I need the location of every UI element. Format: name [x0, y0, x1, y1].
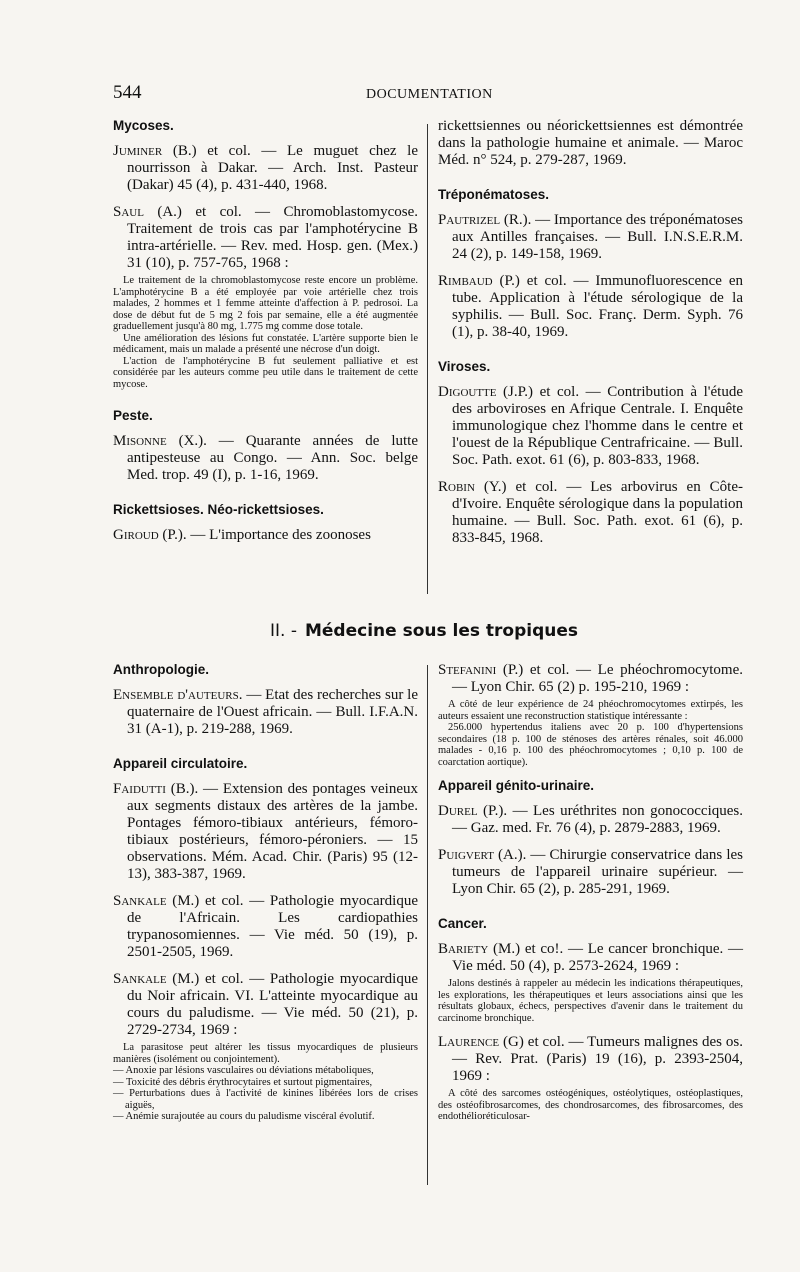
entry-continuation: rickettsiennes ou néorickettsiennes est démontrée dans la pathologie humaine et animale. — Maroc Méd. n° 524, p. 279-287, 1969.	[438, 118, 743, 168]
abstract-list	[113, 1065, 418, 1123]
entry-text: et col. — Le phéochromocytome. — Lyon Chir. 65 (2) p. 195-210, 1969 :	[452, 662, 743, 695]
part-title-text: Médecine sous les tropiques	[304, 621, 579, 641]
entry-text: et col. — Pathologie myocardique de l'Africain. Les cardiopathies trypanosomiennes. — Vie méd. 50 (19), p. 2501-2505, 1969.	[127, 893, 418, 960]
right-column-top	[438, 118, 743, 557]
section-heading: Tréponématoses.	[438, 187, 550, 202]
abstract-paragraph: Jalons destinés à rappeler au médecin les indications thérapeutiques, les explorations, les thérapeutiques et leurs associations ainsi que les résultats globaux, échecs, perspectives d'avenir dans le traitement du carcinome bronchique.	[438, 978, 743, 1024]
right-column-bottom	[438, 662, 743, 1133]
entry-text: — Importance des tréponématoses aux Antilles françaises. — Bull. I.N.S.E.R.M. 24 (2), p. 149-158, 1969.	[452, 212, 743, 262]
entry-author: Sankale (M.)	[113, 971, 200, 987]
bibliography-entry	[113, 527, 418, 544]
bibliography-entry	[113, 893, 418, 961]
entry-text: — Etat des recherches sur le quaternaire de l'Ouest africain. — Bull. I.F.A.N. 31 (A-1), p. 219-288, 1969.	[127, 687, 418, 737]
column-divider	[427, 665, 428, 1185]
left-column-bottom	[113, 662, 418, 1133]
entry-text: et co!. — Le cancer bronchique. — Vie méd. 50 (4), p. 2573-2624, 1969 :	[452, 941, 743, 974]
entry-text: — Extension des pontages veineux aux segments distaux des artères de la jambe. Pontages fémoro-tibiaux antérieurs, fémoro-tibiaux postérieurs, fémoro-péroniers. — 15 observations. Mém. Acad. Chir. (Paris) 95 (12-13), 383-387, 1969.	[127, 781, 418, 882]
entry-abstract	[438, 1088, 743, 1123]
entry-author: Misonne (X.).	[113, 433, 207, 449]
bibliography-entry	[438, 212, 743, 263]
bibliography-entry	[113, 781, 418, 883]
section-heading: Appareil circulatoire.	[113, 756, 248, 771]
section-heading: Cancer.	[438, 916, 487, 931]
entry-text: — L'importance des zoonoses	[186, 527, 371, 543]
abstract-list-item: — Anoxie par lésions vasculaires ou déviations métaboliques,	[113, 1065, 418, 1077]
column-divider	[427, 124, 428, 594]
bibliography-entry	[438, 273, 743, 341]
entry-author: Faidutti (B.).	[113, 781, 199, 797]
entry-text: et col. — Les arbovirus en Côte-d'Ivoire. Enquête sérologique dans la population humaine. — Bull. Soc. Path. exot. 61 (6), p. 833-845, 1968.	[452, 479, 743, 546]
entry-text: et col. — Le muguet chez le nourrisson à Dakar. — Arch. Inst. Pasteur (Dakar) 45 (4), p. 431-440, 1968.	[127, 143, 418, 193]
entry-abstract	[438, 699, 743, 768]
abstract-paragraph: 256.000 hypertendus italiens avec 20 p. 100 d'hypertensions secondaires (18 p. 100 de sténoses des artères rénales, soit 46.000 malades - 0,16 p. 100 des phéochromocytomes ; 0,10 p. 100 de coarctation aortique).	[438, 722, 743, 768]
abstract-list-item: — Perturbations dues à l'activité de kinines libérées lors de crises aiguës,	[113, 1088, 418, 1111]
entry-author: Ensemble d'auteurs.	[113, 687, 243, 703]
entry-text: et col. — Contribution à l'étude des arboviroses en Afrique Centrale. I. Enquête immunologique chez l'homme dans le centre et l'ouest de la République Centrafricaine. — Bull. Soc. Path. exot. 61 (6), p. 803-833, 1968.	[452, 384, 743, 468]
entry-author: Saul (A.)	[113, 204, 182, 220]
bibliography-entry	[438, 803, 743, 837]
abstract-paragraph: Le traitement de la chromoblastomycose reste encore un problème. L'amphotérycine B a été employée par voie artérielle chez trois malades, 2 hommes et 1 femme atteinte d'affection à P. pedrosoi. La dose de début fut de 5 mg 2 fois par semaine, elle a été augmentée graduellement jusqu'à 80 mg, 1.775 mg comme dose totale.	[113, 275, 418, 332]
entry-author: Giroud (P.).	[113, 527, 187, 543]
running-head: DOCUMENTATION	[366, 87, 493, 102]
entry-text: — Quarante années de lutte antipesteuse au Congo. — Ann. Soc. belge Med. trop. 49 (I), p. 1-16, 1969.	[127, 433, 418, 483]
entry-text: — Chirurgie conservatrice dans les tumeurs de l'appareil urinaire supérieur. — Lyon Chir. 65 (2), p. 285-291, 1969.	[452, 847, 743, 897]
bibliography-entry	[438, 479, 743, 547]
bibliography-entry	[438, 847, 743, 898]
part-title	[270, 621, 578, 641]
entry-author: Sankale (M.)	[113, 893, 200, 909]
entry-abstract	[113, 1042, 418, 1123]
section-heading: Peste.	[113, 408, 153, 423]
abstract-paragraph: L'action de l'amphotérycine B fut seulement palliative et est considérée par les auteurs comme peu utile dans le traitement de cette mycose.	[113, 355, 418, 390]
bibliography-entry	[113, 971, 418, 1039]
section-heading: Appareil génito-urinaire.	[438, 778, 595, 793]
left-column-top	[113, 118, 418, 554]
entry-author: Digoutte (J.P.)	[438, 384, 534, 400]
section-heading: Viroses.	[438, 359, 491, 374]
bibliography-entry	[113, 433, 418, 484]
section-heading: Rickettsioses. Néo-rickettsioses.	[113, 502, 324, 517]
page-number: 544	[113, 82, 142, 103]
entry-author: Laurence (G)	[438, 1034, 524, 1050]
abstract-paragraph: Une amélioration des lésions fut constatée. L'artère supporte bien le médicament, mais un malade a présenté une nécrose d'un doigt.	[113, 332, 418, 355]
entry-author: Stefanini (P.)	[438, 662, 524, 678]
abstract-list-item: — Toxicité des débris érythrocytaires et surtout pigmentaires,	[113, 1077, 418, 1089]
entry-author: Juminer (B.)	[113, 143, 197, 159]
entry-text: et col. — Immunofluorescence en tube. Application à l'étude sérologique de la syphilis. — Bull. Soc. Franç. Derm. Syph. 76 (1), p. 38-40, 1969.	[452, 273, 743, 340]
entry-author: Puigvert (A.).	[438, 847, 527, 863]
entry-author: Rimbaud (P.)	[438, 273, 520, 289]
bibliography-entry	[113, 204, 418, 272]
entry-author: Pautrizel (R.).	[438, 212, 532, 228]
bibliography-entry	[113, 687, 418, 738]
abstract-list-item: — Anémie surajoutée au cours du paludisme viscéral évolutif.	[113, 1111, 418, 1123]
entry-text: et col. — Chromoblastomycose. Traitement de trois cas par l'amphotérycine B intra-artérielle. — Rev. med. Hosp. gen. (Mex.) 31 (10), p. 757-765, 1968 :	[127, 204, 419, 271]
entry-author: Durel (P.).	[438, 803, 508, 819]
entry-abstract	[438, 978, 743, 1024]
abstract-paragraph: La parasitose peut altérer les tissus myocardiques de plusieurs manières (isolément ou conjointement).	[113, 1042, 418, 1065]
bibliography-entry	[113, 143, 418, 194]
entry-text: et col. — Tumeurs malignes des os. — Rev. Prat. (Paris) 19 (16), p. 2393-2504, 1969 :	[452, 1034, 743, 1084]
entry-text: et col. — Pathologie myocardique du Noir africain. VI. L'atteinte myocardique au cours du paludisme. — Vie méd. 50 (21), p. 2729-2734, 1969 :	[127, 971, 418, 1038]
entry-author: Robin (Y.)	[438, 479, 507, 495]
abstract-paragraph: A côté de leur expérience de 24 phéochromocytomes extirpés, les auteurs essaient une reconstruction statistique intéressante :	[438, 699, 743, 722]
bibliography-entry	[438, 1034, 743, 1085]
abstract-paragraph: A côté des sarcomes ostéogéniques, ostéolytiques, ostéoplastiques, des ostéofibrosarcomes, des chondrosarcomes, des fibrosarcomes, des endothélioréticulosar-	[438, 1088, 743, 1122]
section-heading: Mycoses.	[113, 118, 174, 133]
bibliography-entry	[438, 941, 743, 975]
part-number: II. -	[270, 621, 297, 641]
entry-abstract	[113, 275, 418, 390]
bibliography-entry	[438, 662, 743, 696]
entry-author: Bariety (M.)	[438, 941, 521, 957]
entry-text: — Les uréthrites non gonococciques. — Gaz. med. Fr. 76 (4), p. 2879-2883, 1969.	[452, 803, 743, 836]
bibliography-entry	[438, 384, 743, 469]
section-heading: Anthropologie.	[113, 662, 209, 677]
